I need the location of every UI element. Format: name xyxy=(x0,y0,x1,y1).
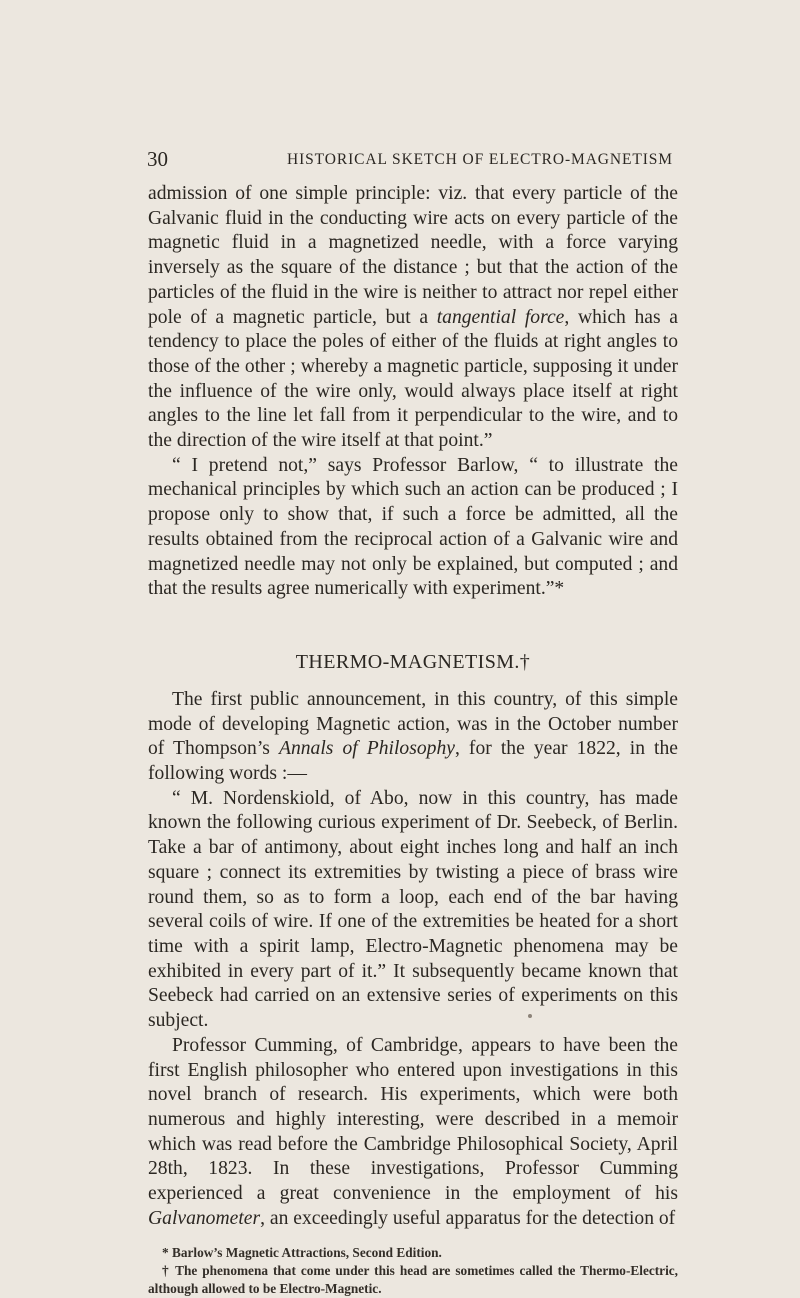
footnotes xyxy=(148,1244,678,1298)
footnote: * Barlow’s Magnetic Attractions, Second Edition. xyxy=(162,1245,442,1261)
running-title: HISTORICAL SKETCH OF ELECTRO-MAGNETISM xyxy=(287,151,673,168)
paper-speck xyxy=(528,1014,532,1018)
paragraph: The first public announcement, in this country, of this simple mode of developing Magnetic action, was in the October number of Thompson’s Annals of Philosophy, for the year 1822, in the following words :— xyxy=(148,688,678,785)
paragraph: admission of one simple principle: viz. that every particle of the Galvanic fluid in the conducting wire acts on every particle of the magnetic fluid in a magnetized needle, with a force varying inversely as the square of the distance ; but that the action of the particles of the fluid in the wire is neither to attract nor repel either pole of a magnetic particle, but a tangential force, which has a tendency to place the poles of either of the fluids at right angles to those of the other ; whereby a magnetic particle, supposing it under the influence of the wire only, would always place itself at right angles to the line let fall from it perpendicular to the wire, and to the direction of the wire itself at that point.” xyxy=(148,183,679,452)
footnote: † The phenomena that come under this head are sometimes called the Thermo-Electric, although allowed to be Electro-Magnetic. xyxy=(148,1263,678,1297)
page-number: 30 xyxy=(147,147,168,171)
section-heading: THERMO-MAGNETISM.† xyxy=(295,650,531,673)
paragraph: “ M. Nordenskiold, of Abo, now in this country, has made known the following curious experiment of Dr. Seebeck, of Berlin. Take a bar of antimony, about eight inches long and half an inch square ; connect its extremities by twisting a piece of brass wire round them, so as to form a loop, each end of the bar having several coils of wire. If one of the extremities be heated for a short time with a spirit lamp, Electro-Magnetic phenomena may be exhibited in every part of it.” It subsequently became known that Seebeck had carried on an extensive series of experiments on this subject. xyxy=(148,787,678,1032)
paragraph: Professor Cumming, of Cambridge, appears to have been the first English philosopher who entered upon investigations in this novel branch of research. His experiments, which were both numerous and highly interesting, were described in a memoir which was read before the Cambridge Philosophical Society, April 28th, 1823. In these investigations, Professor Cumming experienced a great convenience in the employment of his Galvanometer, an exceedingly useful apparatus for the detection of xyxy=(148,1034,678,1229)
page-header xyxy=(0,147,800,171)
paragraph: “ I pretend not,” says Professor Barlow, “ to illustrate the mechanical principles by which such an action can be produced ; I propose only to show that, if such a force be admitted, all the results obtained from the reciprocal action of a Galvanic wire and magnetized needle may not only be explained, but computed ; and that the results agree numerically with experiment.”* xyxy=(148,454,678,600)
page-body xyxy=(148,182,678,1298)
